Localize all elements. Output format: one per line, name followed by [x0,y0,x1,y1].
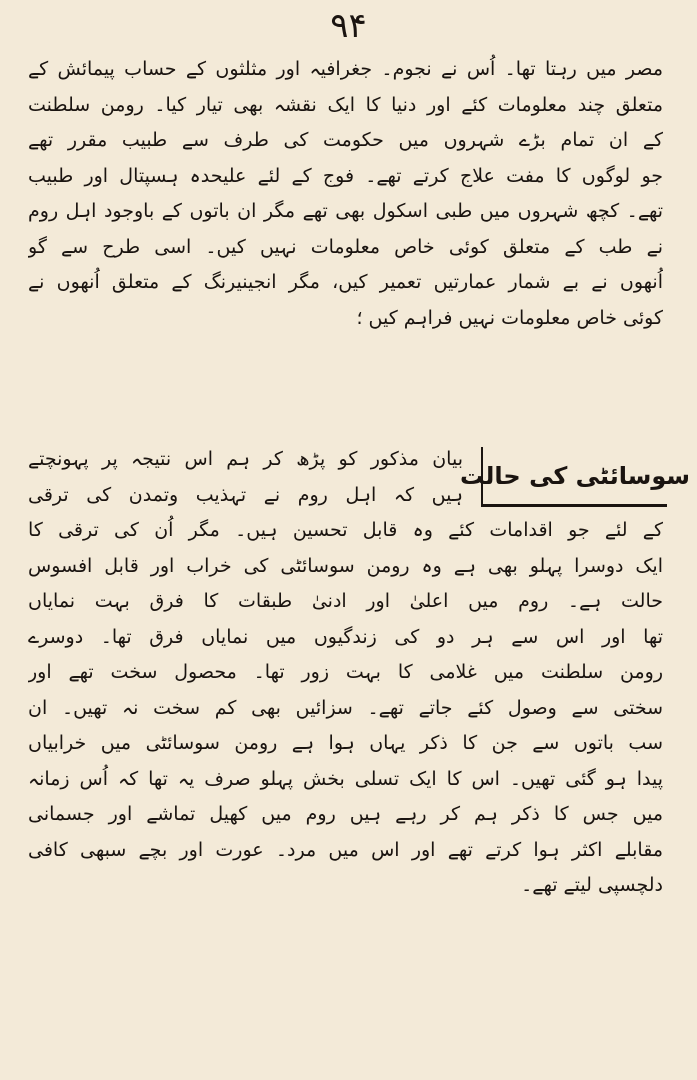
text-line: مصر میں رہتا تھا۔ اُس نے نجوم۔ جغرافیہ اور مثلثوں کے حساب پیمائش کے [28,58,663,80]
text-line: مقابلے اکثر ہوا کرتے تھے اور اس میں مرد۔ عورت اور بچے سبھی کافی [28,838,663,861]
paragraph-society [28,442,663,904]
text-line: متعلق چند معلومات کئے اور دنیا کا ایک نقشہ بھی تیار کیا۔ رومن سلطنت [28,93,663,116]
paragraph-medicine-engineering [28,52,663,336]
text-line: بیان مذکور کو پڑھ کر ہم اس نتیجہ پر پہونچتے [28,448,463,470]
text-line: رومن سلطنت میں غلامی کا بہت زور تھا۔ محصول سخت تھے اور [28,661,663,683]
text-line: پیدا ہو گئی تھیں۔ اس کا ایک تسلی بخش پہلو صرف یہ تھا کہ اُس زمانہ [28,767,663,790]
text-line: کوئی خاص معلومات نہیں فراہم کیں ؛ [356,306,663,329]
text-line: سب باتوں سے جن کا ذکر یہاں ہوا ہے رومن سوسائٹی میں خرابیاں [28,732,663,754]
text-line: میں جس کا ذکر ہم کر رہے ہیں روم میں کھیل تماشے اور جسمانی [28,803,663,825]
text-line: سختی سے وصول کئے جاتے تھے۔ سزائیں بھی کم سخت نہ تھیں۔ ان [28,696,663,719]
text-line: نے طب کے متعلق کوئی خاص معلومات نہیں کیں۔ اسی طرح سے گو [28,235,663,258]
text-line: تھا اور اس سے ہر دو کی زندگیوں میں نمایاں فرق تھا۔ دوسرے [28,625,663,648]
text-line: حالت ہے۔ روم میں اعلیٰ اور ادنیٰ طبقات کا فرق بہت نمایاں [28,590,663,612]
text-line: ایک دوسرا پہلو بھی ہے وہ رومن سوسائٹی کی خراب اور قابل افسوس [28,554,663,577]
section-heading: سوسائٹی کی حالت [481,447,667,507]
page-number: ۹۴ [330,6,367,46]
text-line: دلچسپی لیتے تھے۔ [521,874,663,896]
text-line: کے لئے جو اقدامات کئے وہ قابل تحسین ہیں۔ مگر اُن کی ترقی کا [28,519,663,541]
text-line: جو لوگوں کا مفت علاج کرتے تھے۔ فوج کے لئے علیحدہ ہسپتال اور طبیب [28,164,663,187]
text-line: اُنھوں نے بے شمار عمارتیں تعمیر کیں، مگر انجینیرنگ کے متعلق اُنھوں نے [28,271,663,293]
text-line: تھے۔ کچھ شہروں میں طبی اسکول بھی تھے مگر ان باتوں کے باوجود اہل روم [28,200,663,222]
text-line: ہیں کہ اہل روم نے تہذیب وتمدن کی ترقی [28,483,463,506]
text-line: کے ان تمام بڑے شہروں میں حکومت کی طرف سے طبیب مقرر تھے [28,129,663,151]
